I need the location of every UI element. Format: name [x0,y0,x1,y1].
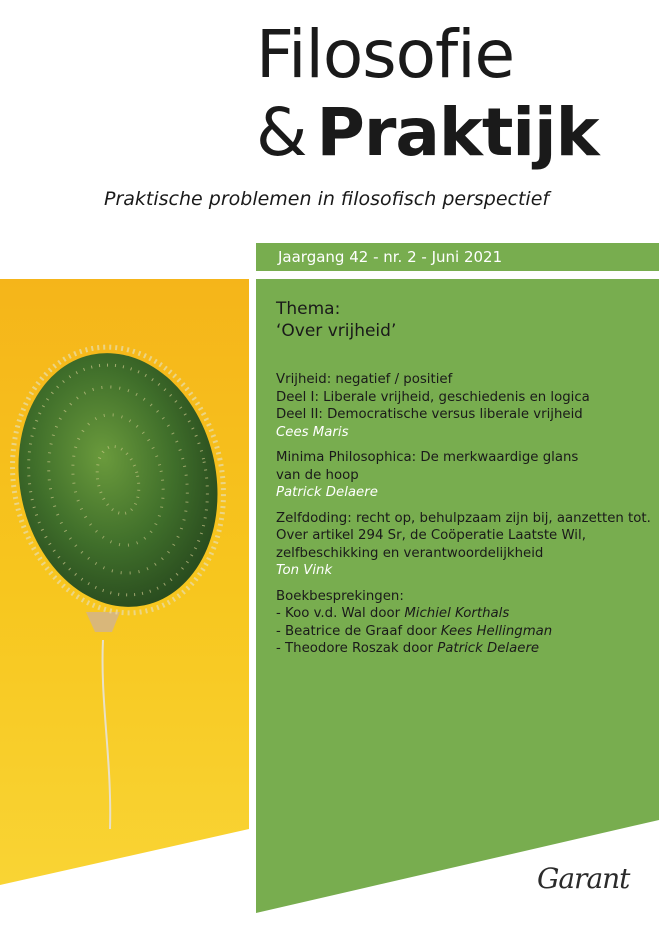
review-item [276,640,656,658]
title-ampersand: & [256,94,307,171]
table-of-contents [276,298,656,666]
article-title-line: Zelfdoding: recht op, behulpzaam zijn bij, aanzetten tot. [276,510,651,526]
article-title-line: Over artikel 294 Sr, de Coöperatie Laatste Wil, [276,528,586,543]
article-title-line: Minima Philosophica: De merkwaardige glans [276,450,579,465]
reviews-heading: Boekbesprekingen: [276,588,404,604]
publisher-logo: Garant [537,862,630,895]
review-item [276,605,656,623]
review-subject: - Theodore Roszak door [276,641,438,656]
article-item [276,371,656,441]
theme-label: Thema: [276,299,341,319]
article-item [276,449,656,502]
title-praktijk: Praktijk [316,94,599,171]
article-title-line: zelfbeschikking en verantwoordelijkheid [276,545,544,561]
article-title-line: Vrijheid: negatief / positief [276,372,453,387]
theme-title: ‘Over vrijheid’ [276,321,397,341]
review-author: Michiel Korthals [404,606,510,621]
review-item [276,623,656,641]
article-author: Ton Vink [276,563,333,578]
review-author: Patrick Delaere [437,641,540,656]
review-subject: - Beatrice de Graaf door [276,623,441,639]
book-reviews [276,588,656,658]
journal-title-line1: Filosofie [256,16,515,93]
article-title-line: Deel II: Democratische versus liberale vrijheid [276,407,583,422]
article-item [276,510,656,580]
journal-subtitle: Praktische problemen in filosofisch perspectief [104,188,550,210]
articles-list [276,371,656,658]
article-author: Patrick Delaere [276,485,378,500]
review-author: Kees Hellingman [440,623,553,639]
article-title-line: van de hoop [276,467,359,483]
article-author: Cees Maris [276,424,349,440]
issue-bar: Jaargang 42 - nr. 2 - Juni 2021 [256,243,659,271]
article-title-line: Deel I: Liberale vrijheid, geschiedenis en logica [276,389,590,405]
review-subject: - Koo v.d. Wal door [276,606,405,621]
